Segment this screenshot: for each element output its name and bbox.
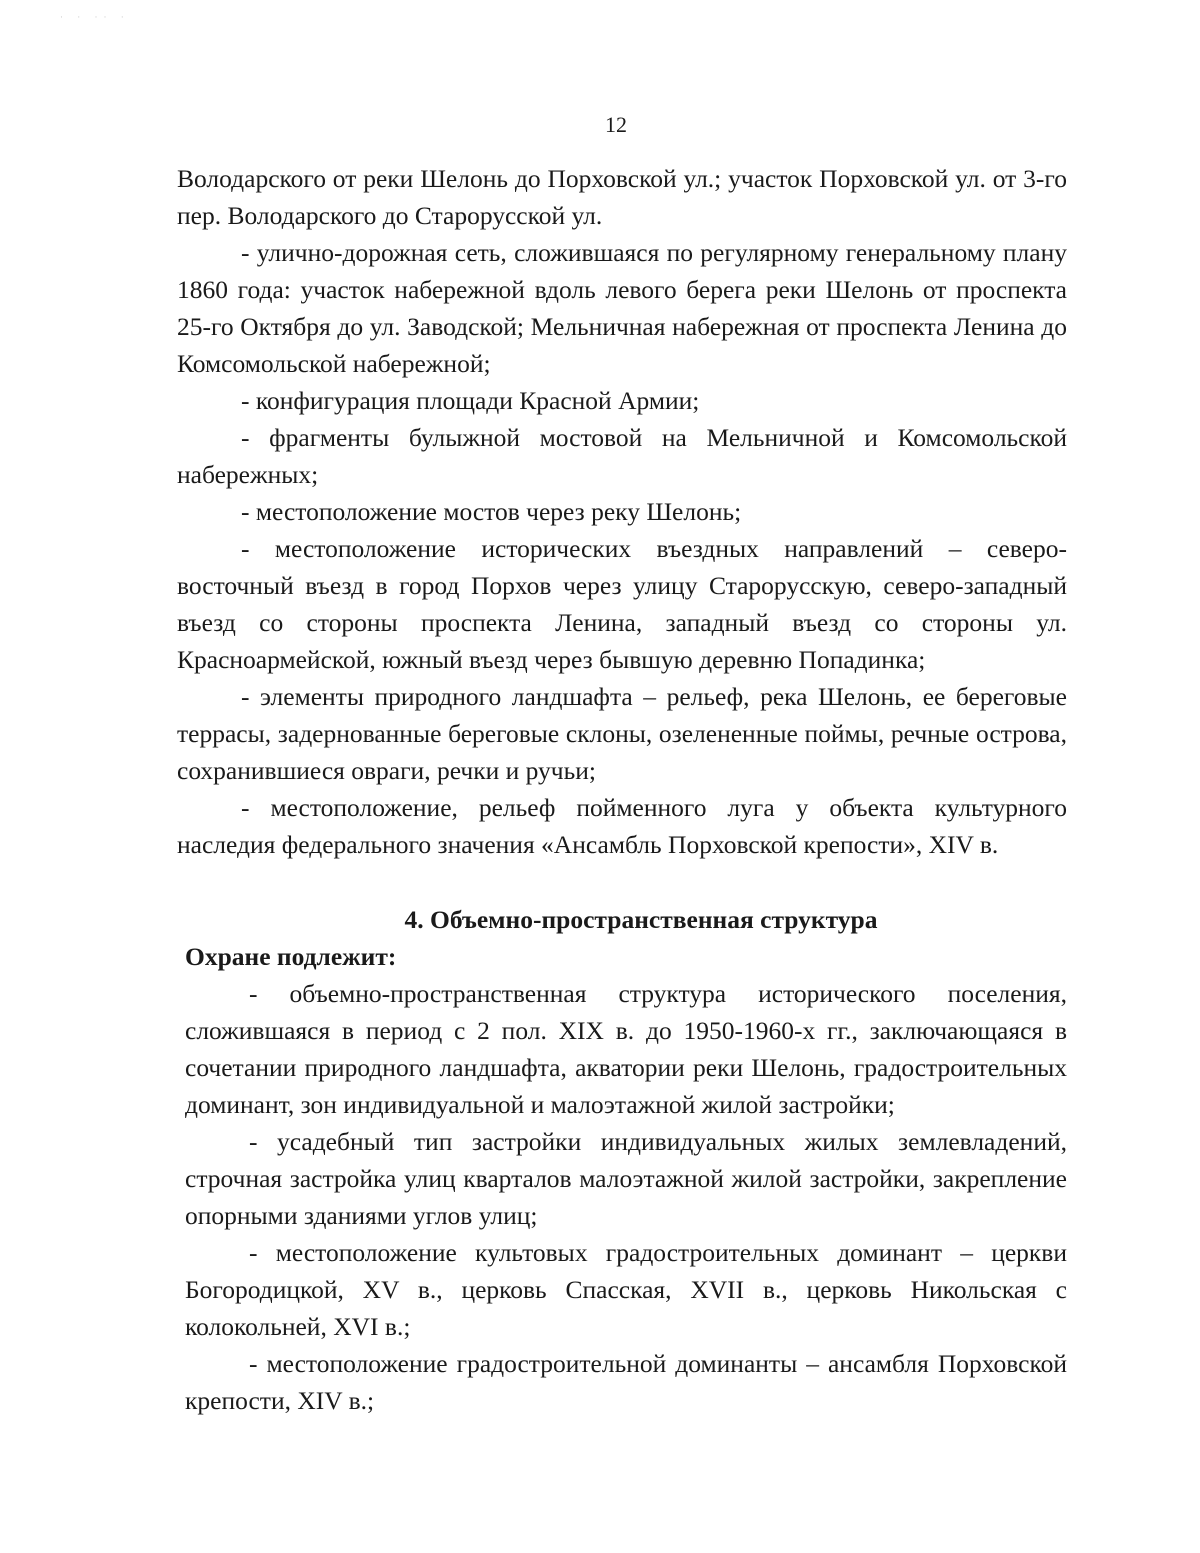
section-spacer <box>177 863 1067 901</box>
section-volumetric-structure <box>177 901 1067 1419</box>
section-item: - местоположение градостроительной доминанты – ансамбля Порховской крепости, XIV в.; <box>185 1349 1067 1415</box>
paragraph-entrances: - местоположение исторических въездных направлений – северо-восточный въезд в город Порхов через улицу Старорусскую, северо-западный въезд со стороны проспекта Ленина, западный въезд со стороны ул. Красноармейской, южный въезд через бывшую деревню Попадинка; <box>177 534 1067 674</box>
section-lead: Охране подлежит: <box>185 942 397 971</box>
paragraph-street-network: - улично-дорожная сеть, сложившаяся по регулярному генеральному плану 1860 года: участок набережной вдоль левого берега реки Шелонь от проспекта 25-го Октября до ул. Заводской; Мельничная набережная от проспекта Ленина до Комсомольской набережной; <box>177 238 1067 378</box>
scan-artifact: · · ·· · <box>60 12 130 22</box>
section-item: - усадебный тип застройки индивидуальных жилых землевладений, строчная застройка улиц кварталов малоэтажной жилой застройки, закрепление опорными зданиями углов улиц; <box>185 1127 1067 1230</box>
page-number: 12 <box>605 112 627 137</box>
paragraph-square-configuration: - конфигурация площади Красной Армии; <box>241 386 700 415</box>
paragraph-meadow: - местоположение, рельеф пойменного луга у объекта культурного наследия федерального значения «Ансамбль Порховской крепости», XIV в. <box>177 793 1067 859</box>
paragraph-cobblestone: - фрагменты булыжной мостовой на Мельничной и Комсомольской набережных; <box>177 423 1067 489</box>
paragraph-continuation: Володарского от реки Шелонь до Порховской ул.; участок Порховской ул. от 3-го пер. Володарского до Старорусской ул. <box>177 164 1067 230</box>
section-item: - местоположение культовых градостроительных доминант – церкви Богородицкой, XV в., церковь Спасская, XVII в., церковь Никольская с колокольней, XVI в.; <box>185 1238 1067 1341</box>
section-heading: 4. Объемно-пространственная структура <box>404 905 878 934</box>
document-body <box>177 160 1067 1419</box>
paragraph-bridges: - местоположение мостов через реку Шелонь; <box>241 497 742 526</box>
paragraph-landscape: - элементы природного ландшафта – рельеф, река Шелонь, ее береговые террасы, задернованные береговые склоны, озелененные поймы, речные острова, сохранившиеся овраги, речки и ручьи; <box>177 682 1067 785</box>
section-item: - объемно-пространственная структура исторического поселения, сложившаяся в период с 2 пол. XIX в. до 1950-1960-х гг., заключающаяся в сочетании природного ландшафта, акватории реки Шелонь, градостроительных доминант, зон индивидуальной и малоэтажной жилой застройки; <box>185 979 1067 1119</box>
